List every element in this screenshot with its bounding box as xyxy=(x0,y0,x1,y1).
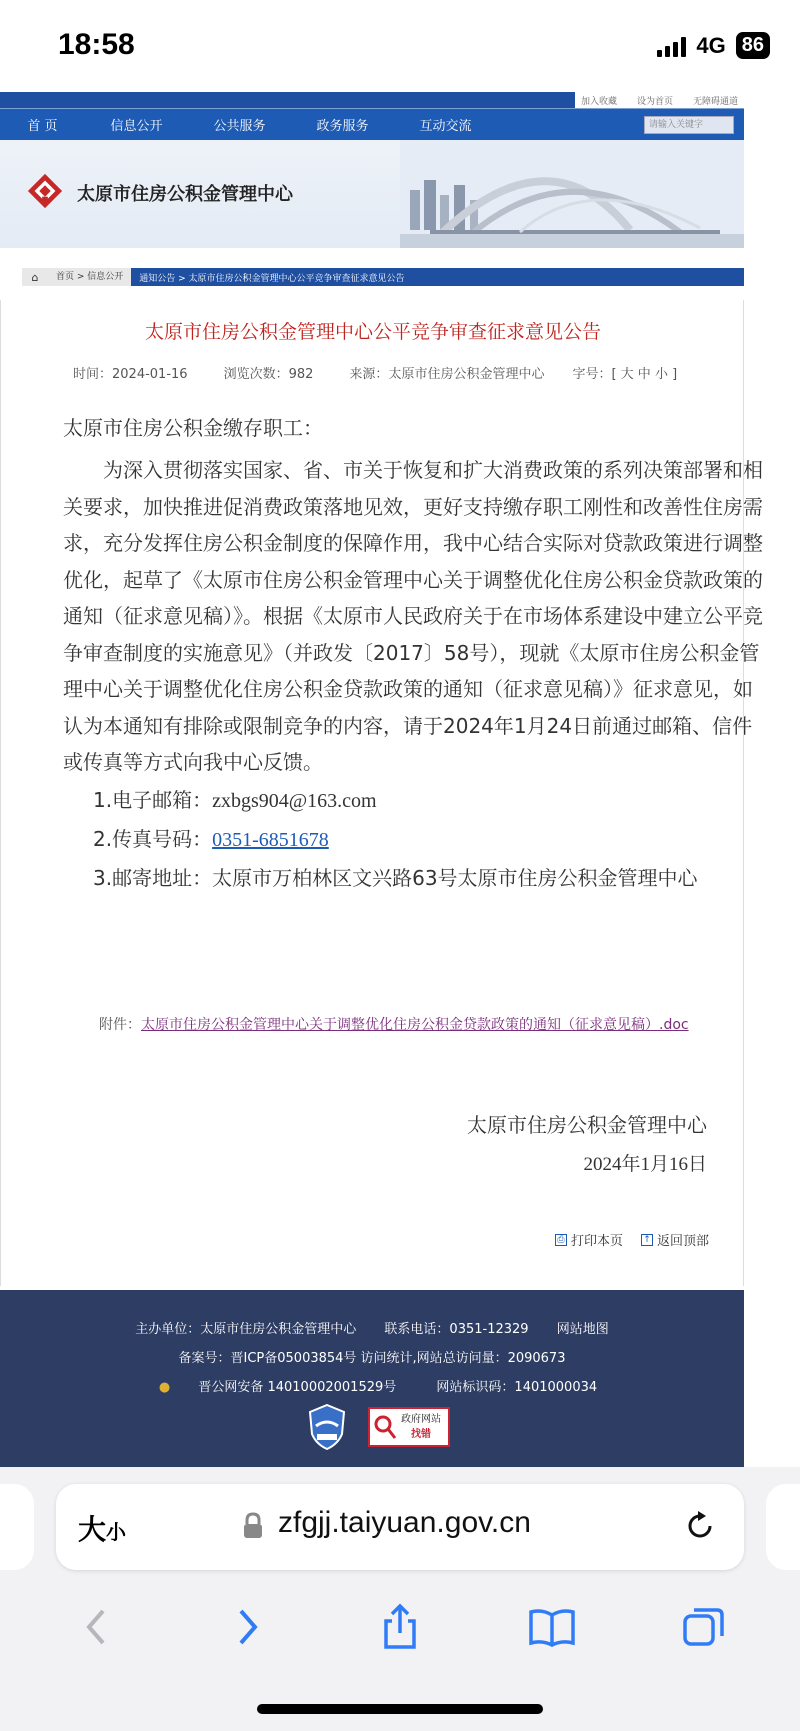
sign-date: 2024年1月16日 xyxy=(583,1154,707,1175)
page-title: 太原市住房公积金管理中心公平竞争审查征求意见公告 xyxy=(144,321,601,343)
list-item-address: 3.邮寄地址：太原市万柏林区文兴路63号太原市住房公积金管理中心 xyxy=(93,865,698,890)
lock-icon xyxy=(242,1512,264,1540)
views-label: 浏览次数： xyxy=(223,367,289,382)
bookmarks-icon[interactable] xyxy=(527,1602,577,1652)
status-time: 18:58 xyxy=(58,28,135,61)
police-badge-icon: ● xyxy=(158,1380,171,1395)
breadcrumb-second[interactable]: 通知公告 > 太原市住房公积金管理中心公平竞争审查征求意见公告 xyxy=(139,273,405,284)
add-favorite-link[interactable]: 加入收藏 xyxy=(580,96,617,107)
list-item-email: 1.电子邮箱：zxbgs904@163.com xyxy=(93,787,377,812)
footer-host: 主办单位：太原市住房公积金管理中心 xyxy=(135,1322,357,1337)
status-bar xyxy=(0,0,800,92)
page-settings-button[interactable]: 大小 xyxy=(78,1513,127,1546)
breadcrumb-first[interactable]: 首页 > 信息公开 xyxy=(48,268,131,286)
main-paragraph: 为深入贯彻落实国家、省、市关于恢复和扩大消费政策的系列决策部署和相关要求，加快推进促消费政策落地见效，更好支持缴存职工刚性和改善性住房需求，充分发挥住房公积金制度的保障作用，我中心结合实际对贷款政策进行调整优化，起草了《太原市住房公积金管理中心关于调整优化住房公积金贷款政策的通知（征求意见稿）》。根据《太原市人民政府关于在市场体系建设中建立公平竞争审查制度的实施意见》（并政发〔2017〕58号），现就《太原市住房公积金管理中心关于调整优化住房公积金贷款政策的通知（征求意见稿）》征求意见，如认为本通知有排除或限制竞争的内容，请于2024年1月24日前通过邮箱、信件或传真等方式向我中心反馈。 xyxy=(63,458,763,774)
article-tools xyxy=(555,1230,709,1249)
accessibility-link[interactable]: 无障碍通道 xyxy=(692,96,738,107)
reload-icon[interactable] xyxy=(682,1508,718,1544)
footer-visits: 访问统计,网站总访问量：2090673 xyxy=(360,1351,566,1366)
website xyxy=(0,92,744,248)
site-banner xyxy=(0,140,744,248)
magnifier-icon xyxy=(373,1413,397,1441)
fontsize-label: 字号： xyxy=(572,367,612,382)
footer-icp[interactable]: 备案号：晋ICP备05003854号 xyxy=(178,1351,357,1366)
signature-block xyxy=(467,1105,707,1185)
article-body xyxy=(63,410,769,897)
url-text[interactable]: zfgjj.taiyuan.gov.cn xyxy=(278,1506,531,1539)
fax-link[interactable]: 0351-6851678 xyxy=(212,828,329,851)
top-strip xyxy=(0,92,744,108)
arrow-up-icon: ↑ xyxy=(641,1234,653,1246)
address-bar[interactable] xyxy=(56,1484,744,1570)
gov-site-error-report-badge[interactable]: 政府网站 找错 xyxy=(368,1407,450,1447)
attachment-label: 附件： xyxy=(99,1017,141,1033)
fontsize-options[interactable]: [ 大 中 小 ] xyxy=(611,367,678,382)
footer-sitemap-link[interactable]: 网站地图 xyxy=(556,1322,609,1337)
home-indicator xyxy=(257,1704,543,1714)
breadcrumb xyxy=(22,268,744,286)
home-icon[interactable]: ⌂ xyxy=(22,268,48,286)
back-to-top-button[interactable]: ↑ 返回顶部 xyxy=(641,1230,709,1249)
nav-public-service[interactable]: 公共服务 xyxy=(213,119,266,134)
signature: 太原市住房公积金管理中心 xyxy=(467,1113,707,1137)
nav-gov-service[interactable]: 政务服务 xyxy=(316,119,369,134)
nav-interaction[interactable]: 互动交流 xyxy=(419,119,472,134)
search-input[interactable]: 请输入关键字 xyxy=(644,116,734,134)
source-value: 太原市住房公积金管理中心 xyxy=(388,367,545,382)
browser-chrome xyxy=(0,1467,800,1731)
footer-phone: 联系电话：0351-12329 xyxy=(384,1322,529,1337)
greeting: 太原市住房公积金缴存职工： xyxy=(63,416,323,440)
browser-toolbar xyxy=(0,1597,800,1657)
publish-time: 2024-01-16 xyxy=(112,367,188,382)
network-type: 4G xyxy=(696,32,726,58)
next-tab-card[interactable] xyxy=(766,1484,800,1570)
battery-icon: 86 xyxy=(736,32,770,59)
previous-tab-card[interactable] xyxy=(0,1484,34,1570)
attachment xyxy=(63,1012,723,1038)
nav-info-disclosure[interactable]: 信息公开 xyxy=(110,119,163,134)
site-logo-icon xyxy=(26,172,64,210)
footer xyxy=(0,1290,744,1467)
signal-icon xyxy=(657,35,686,57)
time-label: 时间： xyxy=(73,367,113,382)
views-count: 982 xyxy=(288,367,314,382)
article xyxy=(0,300,763,1286)
attachment-link[interactable]: 太原市住房公积金管理中心关于调整优化住房公积金贷款政策的通知（征求意见稿）.doc xyxy=(141,1017,689,1033)
share-icon[interactable] xyxy=(375,1602,425,1652)
nav-home[interactable]: 首 页 xyxy=(27,119,58,134)
public-institution-badge-icon[interactable] xyxy=(308,1404,346,1450)
site-name: 太原市住房公积金管理中心 xyxy=(77,184,293,205)
email-value: zxbgs904@163.com xyxy=(212,789,377,812)
forward-icon[interactable] xyxy=(223,1602,273,1652)
list-item-fax: 2.传真号码：0351-6851678 xyxy=(93,826,329,851)
back-icon[interactable] xyxy=(71,1602,121,1652)
print-icon: ⎙ xyxy=(555,1234,567,1246)
bridge-banner-image xyxy=(400,140,744,248)
article-meta xyxy=(73,363,753,382)
footer-police[interactable]: ● 晋公网安备 14010002001529号 xyxy=(158,1380,397,1395)
set-homepage-link[interactable]: 设为首页 xyxy=(636,96,673,107)
tabs-icon[interactable] xyxy=(679,1602,729,1652)
footer-site-id: 网站标识码：1401000034 xyxy=(436,1380,598,1395)
main-nav xyxy=(0,108,744,140)
source-label: 来源： xyxy=(349,367,389,382)
address-value: 太原市万柏林区文兴路63号太原市住房公积金管理中心 xyxy=(212,865,698,890)
print-button[interactable]: ⎙ 打印本页 xyxy=(555,1230,623,1249)
